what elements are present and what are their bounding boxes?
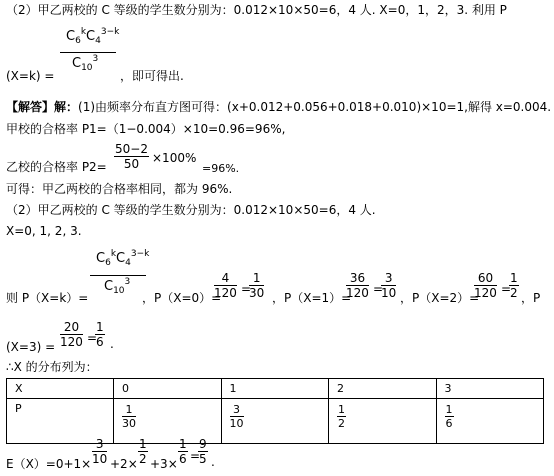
p2-label: ，P（X=2）= xyxy=(400,291,480,305)
p2-fraction-b: $\frac{1}{2}$ xyxy=(510,271,518,300)
prob-fraction: $\frac{1}{6}$ xyxy=(445,403,453,430)
combination-numerator: $C_6^kC_4^{3-k}$ xyxy=(66,27,120,46)
equals-sign: = xyxy=(373,282,384,296)
p1-label: ，P（X=1）= xyxy=(272,291,352,305)
pk-label: (X=k) = xyxy=(6,69,55,83)
p1-fraction-b: $\frac{3}{10}$ xyxy=(381,271,397,300)
table-header-row xyxy=(7,379,544,399)
p0-fraction-a: $\frac{4}{120}$ xyxy=(214,271,237,300)
table-header-cell: 0 xyxy=(114,379,222,399)
solution-label: 解： xyxy=(54,100,79,114)
table-cell xyxy=(436,399,544,444)
table-header-cell: 1 xyxy=(221,379,329,399)
table-header-cell: X xyxy=(7,379,114,399)
combination-denominator: $C_{10}^3$ xyxy=(72,54,99,73)
p3-fraction-b: $\frac{1}{6}$ xyxy=(96,320,104,349)
answer-line-6: X=0, 1, 2, 3. xyxy=(6,224,82,238)
answer-line-5: （2）甲乙两校的 C 等级的学生数分别为：0.012×10×50=6，4 人. xyxy=(6,203,376,217)
combination-denominator-2: $C_{10}^3$ xyxy=(104,277,131,296)
equals-sign: = xyxy=(241,282,252,296)
p-end: ，P xyxy=(521,291,541,305)
table-cell xyxy=(329,399,437,444)
ex-fraction-2: $\frac{1}{2}$ xyxy=(139,437,147,466)
answer-line-3-post: =96%. xyxy=(202,162,240,175)
plus-three-times: +3× xyxy=(150,457,178,471)
plus-two-times: +2× xyxy=(110,457,138,471)
answer-line-1 xyxy=(6,101,551,113)
answer-line-2: 甲校的合格率 P1=（1−0.004）×10=0.96=96%, xyxy=(6,122,286,136)
p1-fraction-a: $\frac{36}{120}$ xyxy=(346,271,369,300)
p0-fraction-b: $\frac{1}{30}$ xyxy=(249,271,265,300)
prob-fraction: $\frac{3}{10}$ xyxy=(229,403,244,430)
fraction-bar xyxy=(60,52,116,53)
answer-line-4: 可得：甲乙两校的合格率相同，都为 96%. xyxy=(6,182,233,196)
fraction-p2: $\frac{50-2}{50}$ xyxy=(115,142,148,171)
equals-sign: = xyxy=(501,282,512,296)
prob-fraction: $\frac{1}{2}$ xyxy=(338,403,345,430)
period: . xyxy=(110,337,114,351)
ex-fraction-3: $\frac{1}{6}$ xyxy=(179,437,187,466)
prob-fraction: $\frac{1}{30}$ xyxy=(122,403,136,430)
equals-sign: = xyxy=(87,331,98,345)
ex-fraction-4: $\frac{9}{5}$ xyxy=(199,437,207,466)
table-header-cell: 3 xyxy=(436,379,544,399)
times-100-percent: ×100% xyxy=(152,151,197,165)
answer-line-1-text: (1)由频率分布直方图可得：(x+0.012+0.056+0.018+0.010)×10=1,解得 x=0.004. xyxy=(78,100,552,114)
distribution-table xyxy=(6,378,544,444)
equals-sign: = xyxy=(190,449,201,463)
distribution-title: ∴X 的分布列为： xyxy=(6,360,98,374)
answer-line-3-pre: 乙校的合格率 P2= xyxy=(6,160,107,174)
problem-line-2-tail: ，即可得出. xyxy=(120,69,184,83)
table-row-label: P xyxy=(7,399,114,444)
p3-label: (X=3) = xyxy=(6,340,56,354)
combination-numerator-2: $C_6^kC_4^{3-k}$ xyxy=(96,249,150,268)
p3-fraction-a: $\frac{20}{120}$ xyxy=(60,320,83,349)
expectation-label: E（X）=0+1× xyxy=(6,457,92,471)
fraction-bar-2 xyxy=(90,275,146,276)
problem-line-1: （2）甲乙两校的 C 等级的学生数分别为：0.012×10×50=6，4 人. X=0，1，2，3. 利用 P xyxy=(6,3,507,17)
table-cell xyxy=(221,399,329,444)
p2-fraction-a: $\frac{60}{120}$ xyxy=(474,271,497,300)
p0-label: ，P（X=0）= xyxy=(142,291,222,305)
table-row xyxy=(7,399,544,444)
pk-label-2: 则 P（X=k）= xyxy=(6,291,89,305)
period: . xyxy=(211,455,215,469)
table-header-cell: 2 xyxy=(329,379,437,399)
ex-fraction-1: $\frac{3}{10}$ xyxy=(92,437,108,466)
answer-tag: 【解答】 xyxy=(6,100,55,114)
